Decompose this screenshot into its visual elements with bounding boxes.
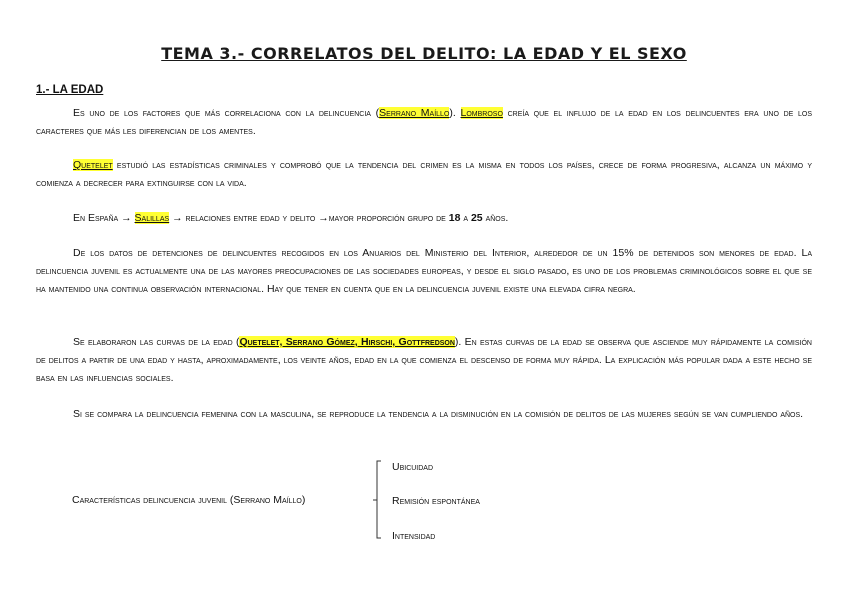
characteristics-label: Características delincuencia juvenil (Serrano Maíllo) — [72, 494, 306, 506]
age-number: 18 — [448, 212, 461, 224]
text: → relaciones entre edad y delito →mayor proporción grupo de — [169, 212, 449, 224]
age-number: 25 — [470, 212, 483, 224]
paragraph-3 — [36, 209, 812, 227]
bracket-icon — [372, 460, 382, 540]
text: a — [460, 212, 471, 224]
text: ). En estas curvas de la edad se observa que asciende muy rápidamente la comisión de delitos a partir de una edad y hasta, aproximadamente, los veinte años, edad en la que comienza el descenso de forma muy rápida. La explicación más popular dada a este hecho se basa en las influencias sociales. — [36, 336, 812, 384]
text: ). — [449, 107, 461, 119]
paragraph-1 — [36, 104, 812, 140]
characteristic-item: Remisión espontánea — [392, 495, 480, 507]
text: Se elaboraron las curvas de la edad ( — [73, 336, 240, 348]
paragraph-2 — [36, 156, 812, 192]
highlight-author: Lombroso — [460, 107, 503, 119]
text: En España → — [73, 212, 135, 224]
characteristic-item: Intensidad — [392, 530, 436, 542]
text: años. — [482, 212, 509, 224]
paragraph-6: Si se compara la delincuencia femenina con la masculina, se reproduce la tendencia a la disminución en la comisión de delitos de las mujeres según se van cumpliendo años. — [73, 408, 804, 420]
highlight-authors: Quetelet, Serrano Gómez, Hirschi, Gottfredson — [239, 336, 455, 348]
page-title: TEMA 3.- CORRELATOS DEL DELITO: LA EDAD Y EL SEXO — [161, 44, 687, 63]
text: creía que el influjo de la edad en los delincuentes era uno de los caracteres que más les diferencian de los amentes. — [36, 107, 812, 137]
paragraph-5 — [36, 333, 812, 387]
section-heading: 1.- LA EDAD — [36, 84, 104, 96]
text: estudió las estadísticas criminales y comprobó que la tendencia del crimen es la misma en todos los países, crece de forma progresiva, alcanza un máximo y comienza a decrecer para extinguirse con la vida. — [36, 159, 812, 189]
highlight-author: Serrano Maíllo — [379, 107, 450, 119]
paragraph-4: De los datos de detenciones de delincuentes recogidos en los Anuarios del Ministerio del Interior, alrededor de un 15% de detenidos son menores de edad. La delincuencia juvenil es actualmente una de las mayores preocupaciones de las sociedades europeas, y desde el siglo pasado, es uno de los problemas criminológicos sobre el que se ha mantenido una continua observación internacional. Hay que tener en cuenta que en la delincuencia juvenil existe una elevada cifra negra. — [36, 247, 812, 295]
highlight-author: Salillas — [134, 212, 170, 224]
highlight-author: Quetelet — [73, 159, 113, 171]
characteristic-item: Ubicuidad — [392, 461, 434, 473]
text: Es uno de los factores que más correlaciona con la delincuencia ( — [73, 107, 380, 119]
